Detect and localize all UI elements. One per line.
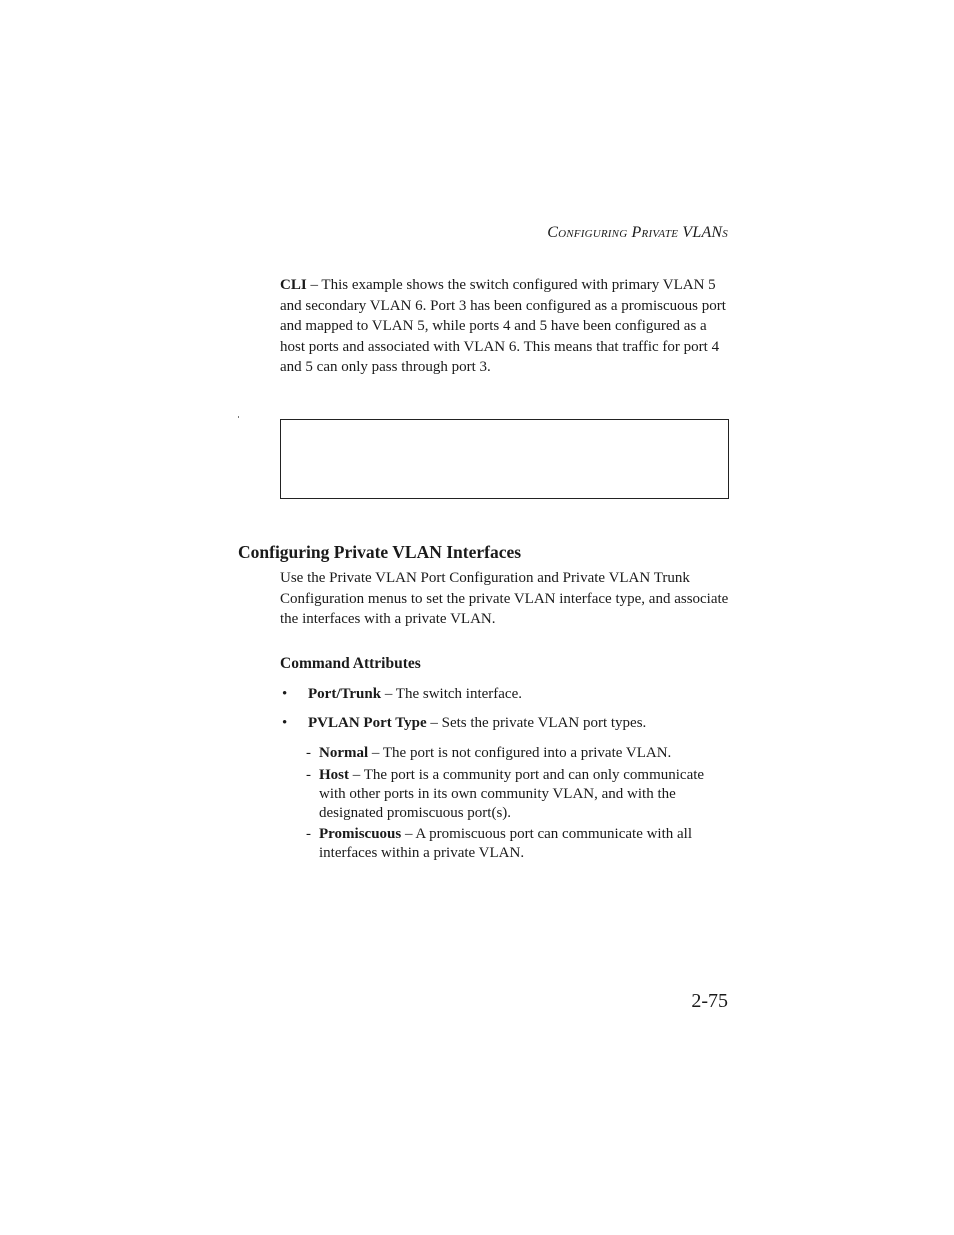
page-number: 2-75 xyxy=(691,990,728,1012)
port-type-desc: – The port is not configured into a private VLAN. xyxy=(368,745,672,761)
running-head-c1-rest: ONFIGURING xyxy=(558,228,628,240)
running-head-c2-rest: RIVATE xyxy=(641,228,679,240)
section-title: Configuring Private VLAN Interfaces xyxy=(238,542,522,562)
running-head-c2: P xyxy=(631,224,642,241)
command-attributes-title: Command Attributes xyxy=(280,655,421,672)
section-intro: Use the Private VLAN Port Configuration and Private VLAN Trunk Configuration menus to set the private VLAN interface type, and associate the interfaces with a private VLAN. xyxy=(280,570,729,627)
port-type-promiscuous xyxy=(306,825,730,863)
port-type-term: Normal xyxy=(319,745,369,761)
attribute-term: PVLAN Port Type xyxy=(308,715,427,731)
port-type-normal xyxy=(306,744,730,763)
cli-example-box xyxy=(280,419,729,499)
margin-mark xyxy=(238,416,239,418)
port-type-desc: – The port is a community port and can only communicate with other ports in its own community VLAN, and with the designated promiscuous port(s). xyxy=(319,767,705,821)
port-type-term: Promiscuous xyxy=(319,826,402,842)
running-head xyxy=(547,224,728,242)
attribute-desc: – Sets the private VLAN port types. xyxy=(426,715,647,731)
port-type-host xyxy=(306,766,730,822)
bullet-marker: • xyxy=(282,715,288,731)
dash-marker: - xyxy=(306,745,311,761)
port-type-term: Host xyxy=(319,767,349,783)
running-head-c1: C xyxy=(547,224,559,241)
bullet-marker: • xyxy=(282,686,288,702)
cli-paragraph xyxy=(280,275,730,378)
running-head-c3: VLAN xyxy=(682,224,723,241)
running-head-c3-rest: S xyxy=(722,228,728,240)
cli-text: – This example shows the switch configured with primary VLAN 5 and secondary VLAN 6. Port 3 has been configured as a promiscuous port and mapped to VLAN 5, while ports 4 and 5 have been configured as a host ports and associated with VLAN 6. This means that traffic for port 4 and 5 can only pass through port 3. xyxy=(280,277,726,375)
port-type-desc: – A promiscuous port can communicate with all interfaces within a private VLAN. xyxy=(319,826,693,861)
attribute-desc: – The switch interface. xyxy=(381,686,522,702)
dash-marker: - xyxy=(306,826,311,842)
cli-label: CLI xyxy=(280,277,307,293)
dash-marker: - xyxy=(306,767,311,783)
attribute-term: Port/Trunk xyxy=(308,686,382,702)
